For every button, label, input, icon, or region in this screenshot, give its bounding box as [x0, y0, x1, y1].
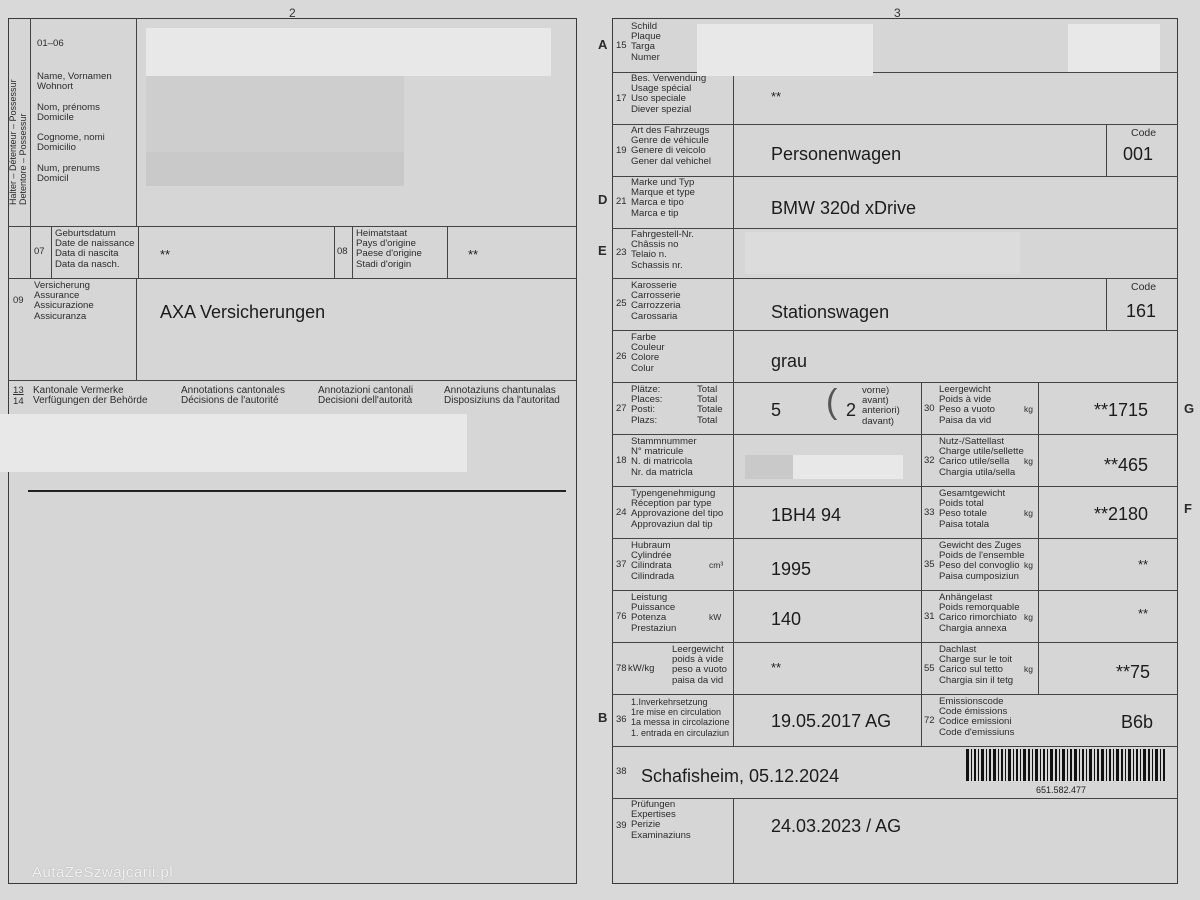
- field-01-06-label: 01–06: [37, 38, 64, 49]
- place-date-value: Schafisheim, 05.12.2024: [641, 766, 840, 786]
- matricule-num: 18: [616, 455, 627, 466]
- redacted-matricule: [745, 455, 793, 479]
- power-weight-unit: kW/kg: [628, 663, 655, 674]
- plate-num: 15: [616, 40, 627, 51]
- total-weight-value: **2180: [1094, 504, 1149, 524]
- color-value: grau: [771, 351, 808, 371]
- insurance-num: 09: [13, 295, 24, 306]
- insurance-value: AXA Versicherungen: [160, 302, 326, 322]
- seats-value: 5: [771, 400, 782, 420]
- body-label: Karosserie Carrosserie Carrozzeria Carossaria: [631, 280, 681, 322]
- emission-label: Emissionscode Code émissions Codice emissioni Code d'emissiuns: [939, 696, 1015, 738]
- emission-value: B6b: [1121, 712, 1154, 732]
- kind-value: Personenwagen: [771, 144, 902, 164]
- seats-open-paren: (: [826, 383, 838, 421]
- plate-label: Schild Plaque Targa Numer: [631, 21, 661, 63]
- body-code-label: Code: [1131, 281, 1157, 293]
- inspections-num: 39: [616, 820, 627, 831]
- redacted-holder-line2: [146, 76, 404, 152]
- annotation-col-fr: Annotations cantonales Décisions de l'autorité: [181, 385, 285, 407]
- redacted-holder-line3: [146, 152, 404, 186]
- redacted-matricule-2: [793, 455, 903, 479]
- trailer-load-num: 31: [924, 611, 935, 622]
- power-weight-value: **: [771, 660, 782, 675]
- kind-label: Art des Fahrzeugs Genre de véhicule Genere di veicolo Gener dal vehichel: [631, 125, 711, 167]
- body-code: 161: [1126, 301, 1157, 321]
- redacted-annotation: [0, 414, 467, 472]
- trailer-load-unit: kg: [1024, 612, 1033, 622]
- row-letter-a: A: [598, 37, 608, 52]
- seats-total-label: Total Total Totale Total: [697, 384, 723, 426]
- payload-num: 32: [924, 455, 935, 466]
- row-letter-e: E: [598, 243, 607, 258]
- empty-weight-unit: kg: [1024, 404, 1033, 414]
- body-num: 25: [616, 298, 627, 309]
- barcode: [966, 749, 1166, 785]
- holder-label: Name, Vornamen Wohnort Nom, prénoms Domicile Cognome, nomi Domicilio Num, prenums Domicil: [37, 71, 112, 185]
- place-date-num: 38: [616, 766, 627, 777]
- barcode-number: 651.582.477: [1036, 785, 1087, 795]
- redacted-chassis: [745, 232, 1020, 274]
- left-page-number: 2: [289, 6, 296, 20]
- first-reg-value: 19.05.2017 AG: [771, 711, 892, 731]
- kind-code: 001: [1123, 144, 1154, 164]
- power-weight-label: Leergewicht poids à vide peso a vuoto paisa da vid: [672, 644, 727, 686]
- displacement-value: 1995: [771, 559, 812, 579]
- power-label: Leistung Puissance Potenza Prestaziun: [631, 592, 677, 634]
- seats-label: Plätze: Places: Posti: Plazs:: [631, 384, 663, 426]
- birth-num: 07: [34, 246, 45, 257]
- origin-label: Heimatstaat Pays d'origine Paese d'origine Stadi d'origin: [356, 228, 422, 270]
- train-weight-unit: kg: [1024, 560, 1033, 570]
- redacted-plate: [697, 24, 873, 76]
- first-reg-label: 1.Inverkehrsetzung 1re mise en circulation 1a messa in circolazione 1. entrada en circulaziun: [631, 697, 730, 738]
- trailer-load-value: **: [1138, 606, 1149, 621]
- annotation-col-rm: Annotaziuns chantunalas Disposiziuns da l'autoritad: [444, 385, 560, 407]
- total-weight-label: Gesamtgewicht Poids total Peso totale Paisa totala: [939, 488, 1006, 530]
- power-unit: kW: [709, 612, 722, 622]
- empty-weight-label: Leergewicht Poids à vide Peso a vuoto Paisa da vid: [939, 384, 996, 426]
- approval-num: 24: [616, 507, 627, 518]
- origin-value: **: [468, 247, 479, 262]
- roof-load-unit: kg: [1024, 664, 1033, 674]
- empty-weight-value: **1715: [1094, 400, 1149, 420]
- annotation-col-de: Kantonale Vermerke Verfügungen der Behörde: [33, 385, 148, 407]
- total-weight-unit: kg: [1024, 508, 1033, 518]
- watermark: AutaZeSzwajcarii.pl: [32, 864, 174, 881]
- displacement-label: Hubraum Cylindrée Cilindrata Cilindrada: [631, 540, 675, 582]
- insurance-label: Versicherung Assurance Assicurazione Assicuranza: [34, 280, 94, 322]
- power-num: 76: [616, 611, 627, 622]
- total-weight-num: 33: [924, 507, 935, 518]
- displacement-num: 37: [616, 559, 627, 570]
- approval-value: 1BH4 94: [771, 505, 842, 525]
- train-weight-num: 35: [924, 559, 935, 570]
- body-value: Stationswagen: [771, 302, 890, 322]
- roof-load-label: Dachlast Charge sur le toit Carico sul tetto Chargia sin il tetg: [939, 644, 1014, 686]
- make-label: Marke und Typ Marque et type Marca e tipo Marca e tip: [631, 177, 695, 219]
- usage-num: 17: [616, 93, 627, 104]
- displacement-unit: cm³: [709, 560, 724, 570]
- emission-num: 72: [924, 715, 935, 726]
- holder-side-label: Halter – Détenteur – Possessur Detentore – Possessur: [8, 79, 28, 205]
- payload-label: Nutz-/Sattellast Charge utile/sellette Carico utile/sella Chargia utila/sella: [939, 436, 1024, 478]
- chassis-num: 23: [616, 247, 627, 258]
- seats-num: 27: [616, 403, 627, 414]
- row-letter-d: D: [598, 192, 608, 207]
- annotation-col-it: Annotazioni cantonali Decisioni dell'autorità: [318, 385, 414, 407]
- inspections-label: Prüfungen Expertises Perizie Examinaziuns: [631, 799, 691, 841]
- inspections-value: 24.03.2023 / AG: [771, 816, 902, 836]
- power-value: 140: [771, 609, 802, 629]
- train-weight-value: **: [1138, 557, 1149, 572]
- seats-front-value: 2: [846, 400, 857, 420]
- power-weight-num: 78: [616, 663, 627, 674]
- make-value: BMW 320d xDrive: [771, 198, 917, 218]
- make-num: 21: [616, 196, 627, 207]
- payload-unit: kg: [1024, 456, 1033, 466]
- redacted-holder-line1: [146, 28, 551, 76]
- usage-value: **: [771, 89, 782, 104]
- payload-value: **465: [1104, 455, 1149, 475]
- kind-num: 19: [616, 145, 627, 156]
- chassis-label: Fahrgestell-Nr. Châssis no Telaio n. Schassis nr.: [631, 229, 694, 271]
- birth-value: **: [160, 247, 171, 262]
- kind-code-label: Code: [1131, 127, 1157, 139]
- usage-label: Bes. Verwendung Usage spécial Uso speciale Diever spezial: [631, 73, 707, 115]
- roof-load-num: 55: [924, 663, 935, 674]
- redacted-plate-right: [1068, 24, 1160, 72]
- annotation-num-13: 13: [13, 385, 24, 396]
- color-num: 26: [616, 351, 627, 362]
- annotation-num-14: 14: [13, 396, 24, 407]
- train-weight-label: Gewicht des Zuges Poids de l'ensemble Peso del convoglio Paisa cumposiziun: [939, 540, 1025, 582]
- row-letter-b: B: [598, 710, 608, 725]
- matricule-label: Stammnummer N° matricule N. di matricola Nr. da matricla: [631, 436, 697, 478]
- origin-num: 08: [337, 246, 348, 257]
- approval-label: Typengenehmigung Réception par type Approvazione del tipo Approvaziun dal tip: [631, 488, 724, 530]
- first-reg-num: 36: [616, 714, 627, 725]
- row-letter-f: F: [1184, 501, 1192, 516]
- birth-label: Geburtsdatum Date de naissance Data di nascita Data da nasch.: [55, 228, 135, 270]
- row-letter-g: G: [1184, 401, 1195, 416]
- right-page-number: 3: [894, 6, 901, 20]
- color-label: Farbe Couleur Colore Colur: [631, 332, 665, 374]
- seats-front-label: vorne) avant) anteriori) davant): [862, 385, 900, 427]
- empty-weight-num: 30: [924, 403, 935, 414]
- roof-load-value: **75: [1116, 662, 1151, 682]
- trailer-load-label: Anhängelast Poids remorquable Carico rimorchiato Chargia annexa: [939, 592, 1020, 634]
